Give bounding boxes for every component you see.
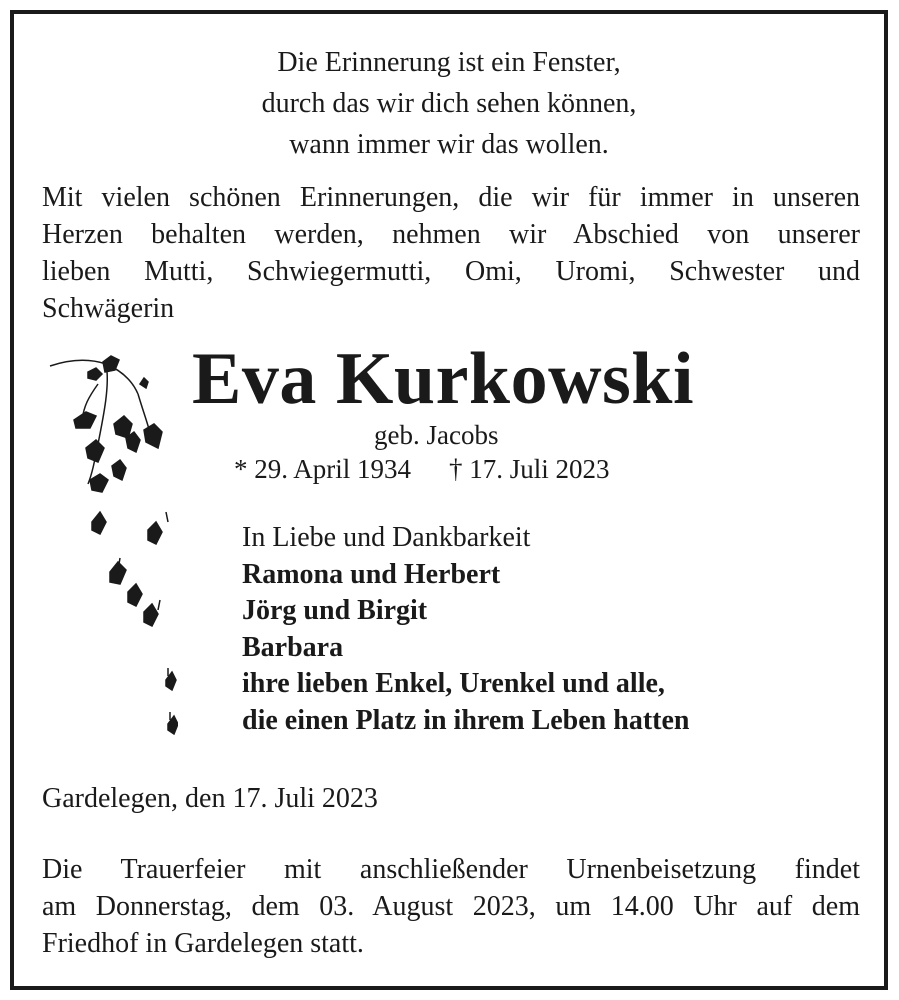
mourner-name: Ramona und Herbert xyxy=(242,558,501,590)
poem-line: durch das wir dich sehen können, xyxy=(261,88,637,119)
falling-birch-leaves-icon xyxy=(48,354,178,774)
life-dates xyxy=(234,450,610,488)
birth-date: * 29. April 1934 xyxy=(234,454,412,484)
mourners-block xyxy=(242,520,689,739)
deceased-name: Eva Kurkowski xyxy=(192,338,695,420)
funeral-notice xyxy=(42,851,860,962)
farewell-line: Mit vielen schönen Erinnerungen, die wir für immer in unseren xyxy=(42,182,860,213)
poem-line: wann immer wir das wollen. xyxy=(289,129,609,160)
place-and-date: Gardelegen, den 17. Juli 2023 xyxy=(42,783,378,814)
death-date: † 17. Juli 2023 xyxy=(449,454,610,484)
mourner-name: Barbara xyxy=(242,631,344,663)
mourners-heading: In Liebe und Dankbarkeit xyxy=(242,522,531,553)
funeral-line: Die Trauerfeier mit anschließender Urnenbeisetzung findet xyxy=(42,854,860,885)
farewell-text xyxy=(42,179,860,327)
funeral-line: am Donnerstag, dem 03. August 2023, um 14.00 Uhr auf dem xyxy=(42,891,860,922)
birth-name: geb. Jacobs xyxy=(374,420,499,450)
funeral-line: Friedhof in Gardelegen statt. xyxy=(42,928,364,959)
mourner-name: ihre lieben Enkel, Urenkel und alle, xyxy=(242,668,665,699)
poem-line: Die Erinnerung ist ein Fenster, xyxy=(277,47,621,78)
mourner-name: die einen Platz in ihrem Leben hatten xyxy=(242,704,690,736)
farewell-line: lieben Mutti, Schwiegermutti, Omi, Uromi, Schwester und xyxy=(42,256,860,287)
mourner-name: Jörg und Birgit xyxy=(242,595,428,626)
farewell-line: Schwägerin xyxy=(42,293,175,324)
memorial-poem xyxy=(14,42,884,165)
obituary-notice xyxy=(10,10,888,990)
farewell-line: Herzen behalten werden, nehmen wir Abschied von unserer xyxy=(42,219,860,250)
